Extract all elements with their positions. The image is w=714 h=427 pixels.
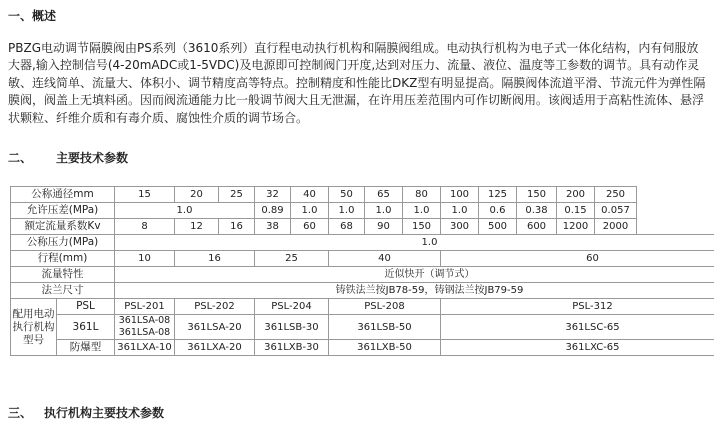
cell: 0.15	[557, 203, 595, 219]
cell: 20	[175, 187, 219, 203]
cell: 150	[403, 219, 441, 235]
cell: 1.0	[441, 203, 479, 219]
label-actuator-model: 配用电动执行机构型号	[11, 299, 57, 356]
cell: PSL-312	[441, 299, 714, 315]
cell: 1.0	[403, 203, 441, 219]
row-actuator-361l	[11, 315, 714, 340]
section-title: 执行机构主要技术参数	[44, 406, 165, 420]
label-361l: 361L	[57, 315, 115, 340]
cell: 0.057	[595, 203, 637, 219]
cell: 361LXB-50	[329, 340, 441, 356]
cell-line: 361LSA-08	[118, 327, 171, 338]
cell: 25	[255, 251, 329, 267]
row-rated-kv	[11, 219, 714, 235]
cell: 16	[219, 219, 255, 235]
cell: 361LXA-10	[115, 340, 175, 356]
label-explosion-proof: 防爆型	[57, 340, 115, 356]
cell: 15	[115, 187, 175, 203]
section-number: 三、	[8, 406, 33, 420]
cell: 361LXB-30	[255, 340, 329, 356]
row-flow-characteristic	[11, 267, 714, 283]
cell: 68	[329, 219, 365, 235]
cell: 361LXA-20	[175, 340, 255, 356]
cell: 0.38	[517, 203, 557, 219]
label-nominal-diameter: 公称通径mm	[11, 187, 115, 203]
overview-paragraph: PBZG电动调节隔膜阀由PS系列（3610系列）直行程电动执行机构和隔膜阀组成。电动执行机构为电子式一体化结构，内有伺服放大器,输入控制信号(4-20mADC或1-5VDC)及电源即可控制阀门开度,达到对压力、流量、液位、温度等工参数的调节。具有动作灵敏、连线简单、流量大、体积小、调节精度高等特点。控制精度和性能比DKZ型有明显提高。隔膜阀体流道平滑、节流元件为弹性隔膜阀，阀盖上无填料函。因而阀流通能力比一般调节阀大且无泄漏，在许用压差范围内可作切断阀用。该阀适用于高粘性流体、悬浮状颗粒、纤维介质和有毒介质、腐蚀性介质的调节场合。	[8, 41, 706, 125]
cell: 0.89	[255, 203, 291, 219]
cell: 500	[479, 219, 517, 235]
row-stroke	[11, 251, 714, 267]
cell: 近似快开（调节式）	[115, 267, 714, 283]
row-allowed-pressure	[11, 203, 714, 219]
row-nominal-diameter	[11, 187, 714, 203]
cell: 40	[291, 187, 329, 203]
cell: 150	[517, 187, 557, 203]
cell: 1.0	[291, 203, 329, 219]
section-heading-actuator	[8, 404, 164, 421]
cell: PSL-204	[255, 299, 329, 315]
label-psl: PSL	[57, 299, 115, 315]
cell: 361LSC-65	[441, 315, 714, 340]
cell: 40	[329, 251, 441, 267]
cell: 361LSB-30	[255, 315, 329, 340]
cell: 80	[403, 187, 441, 203]
row-actuator-explosion-proof	[11, 340, 714, 356]
label-allowed-pressure: 允许压差(MPa)	[11, 203, 115, 219]
cell: PSL-201	[115, 299, 175, 315]
section-heading-overview	[8, 7, 56, 24]
cell: 25	[219, 187, 255, 203]
cell: 1200	[557, 219, 595, 235]
label-stroke: 行程(mm)	[11, 251, 115, 267]
cell: 65	[365, 187, 403, 203]
label-flow-characteristic: 流量特性	[11, 267, 115, 283]
section-number: 二、	[8, 151, 33, 165]
cell: PSL-208	[329, 299, 441, 315]
cell: 12	[175, 219, 219, 235]
cell: 1.0	[115, 235, 714, 251]
section-title: 主要技术参数	[56, 151, 129, 165]
section-heading-specs	[8, 149, 128, 166]
cell: 铸铁法兰按JB78-59，铸钢法兰按JB79-59	[115, 283, 714, 299]
cell: 50	[329, 187, 365, 203]
row-flange-size	[11, 283, 714, 299]
cell: 2000	[595, 219, 637, 235]
cell	[115, 315, 175, 340]
cell: 125	[479, 187, 517, 203]
cell: 600	[517, 219, 557, 235]
label-nominal-pressure: 公称压力(MPa)	[11, 235, 115, 251]
cell: 38	[255, 219, 291, 235]
cell: 250	[595, 187, 637, 203]
label-flange-size: 法兰尺寸	[11, 283, 115, 299]
cell: 16	[175, 251, 255, 267]
spec-table	[10, 186, 714, 356]
cell: 1.0	[115, 203, 255, 219]
cell: 0.6	[479, 203, 517, 219]
section-number: 一、	[8, 9, 33, 23]
cell: 60	[441, 251, 714, 267]
cell: PSL-202	[175, 299, 255, 315]
label-rated-kv: 额定流量系数Kv	[11, 219, 115, 235]
cell: 1.0	[365, 203, 403, 219]
cell: 90	[365, 219, 403, 235]
cell: 8	[115, 219, 175, 235]
cell: 300	[441, 219, 479, 235]
cell-line: 361LSA-08	[118, 315, 171, 326]
cell: 32	[255, 187, 291, 203]
section-title: 概述	[32, 9, 57, 23]
cell: 361LSA-20	[175, 315, 255, 340]
row-nominal-pressure	[11, 235, 714, 251]
cell: 10	[115, 251, 175, 267]
row-actuator-psl	[11, 299, 714, 315]
cell: 100	[441, 187, 479, 203]
cell: 1.0	[329, 203, 365, 219]
cell: 361LSB-50	[329, 315, 441, 340]
cell: 200	[557, 187, 595, 203]
cell: 361LXC-65	[441, 340, 714, 356]
cell: 60	[291, 219, 329, 235]
